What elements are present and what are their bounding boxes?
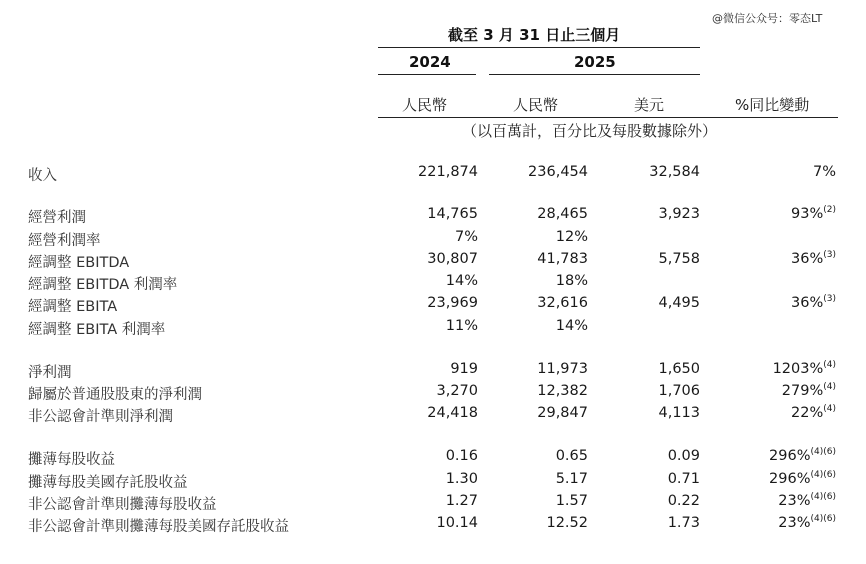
value-2025-rmb: 12,382	[537, 383, 588, 399]
value-yoy-change	[791, 295, 836, 311]
value-2024-rmb: 11%	[445, 318, 478, 334]
table-row	[0, 273, 866, 295]
yoy-footnote: (3)	[823, 294, 836, 304]
yoy-value: 36%	[791, 295, 824, 311]
yoy-value: 23%	[778, 515, 811, 531]
yoy-value: 7%	[812, 164, 836, 180]
row-label: 收入	[28, 168, 57, 184]
value-2025-rmb: 236,454	[528, 164, 588, 180]
col-2025-rmb-heading: 人民幣	[513, 96, 559, 114]
period-heading: 截至 3 月 31 日止三個月	[448, 26, 621, 44]
row-label: 經調整 EBITA	[28, 299, 118, 315]
table-row	[0, 164, 866, 186]
yoy-footnote: (4)	[823, 404, 836, 414]
value-2025-rmb: 14%	[555, 318, 588, 334]
yoy-footnote: (2)	[823, 205, 836, 215]
row-label: 歸屬於普通股股東的淨利潤	[28, 387, 202, 403]
value-2024-rmb: 7%	[454, 229, 478, 245]
row-label: 非公認會計準則攤薄每股美國存託股收益	[28, 519, 289, 535]
value-2024-rmb: 3,270	[436, 383, 478, 399]
period-rule	[378, 47, 700, 48]
yoy-footnote: (4)	[823, 360, 836, 370]
value-2025-usd: 32,584	[649, 164, 700, 180]
value-2024-rmb: 1.27	[445, 493, 478, 509]
value-2025-usd: 0.09	[667, 448, 700, 464]
row-label: 經調整 EBITA 利潤率	[28, 322, 166, 338]
value-yoy-change	[778, 515, 836, 531]
table-row	[0, 206, 866, 228]
table-row	[0, 515, 866, 537]
value-2025-usd: 3,923	[658, 206, 700, 222]
value-2024-rmb: 221,874	[418, 164, 478, 180]
value-2025-rmb: 11,973	[537, 361, 588, 377]
col-2025-usd-heading: 美元	[634, 96, 665, 114]
yoy-footnote: (4)(6)	[810, 470, 836, 480]
value-yoy-change	[769, 448, 836, 464]
value-2025-usd: 5,758	[658, 251, 700, 267]
value-2025-rmb: 12.52	[546, 515, 588, 531]
yoy-value: 22%	[791, 405, 824, 421]
row-label: 經調整 EBITDA	[28, 255, 130, 271]
units-note: （以百萬計，百分比及每股數據除外）	[462, 122, 718, 140]
value-2025-usd: 0.71	[667, 471, 700, 487]
table-row	[0, 383, 866, 405]
value-yoy-change	[813, 164, 836, 180]
table-row	[0, 405, 866, 427]
yoy-value: 36%	[791, 251, 824, 267]
value-yoy-change	[769, 471, 836, 487]
value-2025-rmb: 32,616	[537, 295, 588, 311]
value-yoy-change	[791, 405, 836, 421]
year-2025-heading: 2025	[574, 53, 616, 71]
yoy-value: 93%	[791, 206, 824, 222]
row-label: 攤薄每股收益	[28, 452, 115, 468]
value-2025-rmb: 0.65	[555, 448, 588, 464]
value-yoy-change	[791, 206, 836, 222]
row-label: 攤薄每股美國存託股收益	[28, 475, 188, 491]
value-yoy-change	[791, 251, 836, 267]
yoy-value: 296%	[769, 471, 811, 487]
row-label: 經調整 EBITDA 利潤率	[28, 277, 178, 293]
table-row	[0, 251, 866, 273]
value-2025-usd: 1,706	[658, 383, 700, 399]
value-2025-rmb: 5.17	[555, 471, 588, 487]
table-row	[0, 318, 866, 340]
row-label: 淨利潤	[28, 365, 72, 381]
value-2024-rmb: 14,765	[427, 206, 478, 222]
row-label: 經營利潤率	[28, 233, 101, 249]
value-yoy-change	[778, 493, 836, 509]
table-row	[0, 229, 866, 251]
col-yoy-heading: %同比變動	[735, 96, 810, 114]
value-2024-rmb: 1.30	[445, 471, 478, 487]
value-yoy-change	[782, 383, 836, 399]
value-yoy-change	[773, 361, 836, 377]
value-2024-rmb: 919	[450, 361, 478, 377]
yoy-footnote: (4)(6)	[810, 492, 836, 502]
yoy-footnote: (4)(6)	[810, 447, 836, 457]
year-2024-heading: 2024	[409, 53, 451, 71]
table-row	[0, 295, 866, 317]
row-label: 非公認會計準則淨利潤	[28, 409, 173, 425]
value-2024-rmb: 30,807	[427, 251, 478, 267]
value-2025-usd: 0.22	[667, 493, 700, 509]
value-2024-rmb: 0.16	[445, 448, 478, 464]
value-2025-usd: 4,113	[658, 405, 700, 421]
col-2024-rmb-heading: 人民幣	[402, 96, 448, 114]
yoy-value: 23%	[778, 493, 811, 509]
row-label: 經營利潤	[28, 210, 86, 226]
yoy-value: 296%	[769, 448, 811, 464]
table-row	[0, 493, 866, 515]
value-2025-usd: 1,650	[658, 361, 700, 377]
value-2025-rmb: 18%	[555, 273, 588, 289]
value-2025-rmb: 12%	[555, 229, 588, 245]
row-label: 非公認會計準則攤薄每股收益	[28, 497, 217, 513]
yoy-footnote: (3)	[823, 250, 836, 260]
value-2025-usd: 1.73	[667, 515, 700, 531]
table-row	[0, 361, 866, 383]
value-2025-rmb: 29,847	[537, 405, 588, 421]
value-2025-rmb: 28,465	[537, 206, 588, 222]
watermark: @微信公众号：零态LT	[712, 12, 823, 25]
value-2025-usd: 4,495	[658, 295, 700, 311]
year-2024-rule	[378, 74, 476, 75]
yoy-value: 279%	[781, 383, 824, 399]
year-2025-rule	[489, 74, 700, 75]
value-2024-rmb: 23,969	[427, 295, 478, 311]
value-2025-rmb: 41,783	[537, 251, 588, 267]
value-2024-rmb: 10.14	[436, 515, 478, 531]
yoy-footnote: (4)	[823, 382, 836, 392]
value-2024-rmb: 24,418	[427, 405, 478, 421]
yoy-value: 1203%	[772, 361, 824, 377]
table-row	[0, 448, 866, 470]
value-2024-rmb: 14%	[445, 273, 478, 289]
header-rule	[378, 117, 838, 118]
value-2025-rmb: 1.57	[555, 493, 588, 509]
table-row	[0, 471, 866, 493]
yoy-footnote: (4)(6)	[810, 514, 836, 524]
